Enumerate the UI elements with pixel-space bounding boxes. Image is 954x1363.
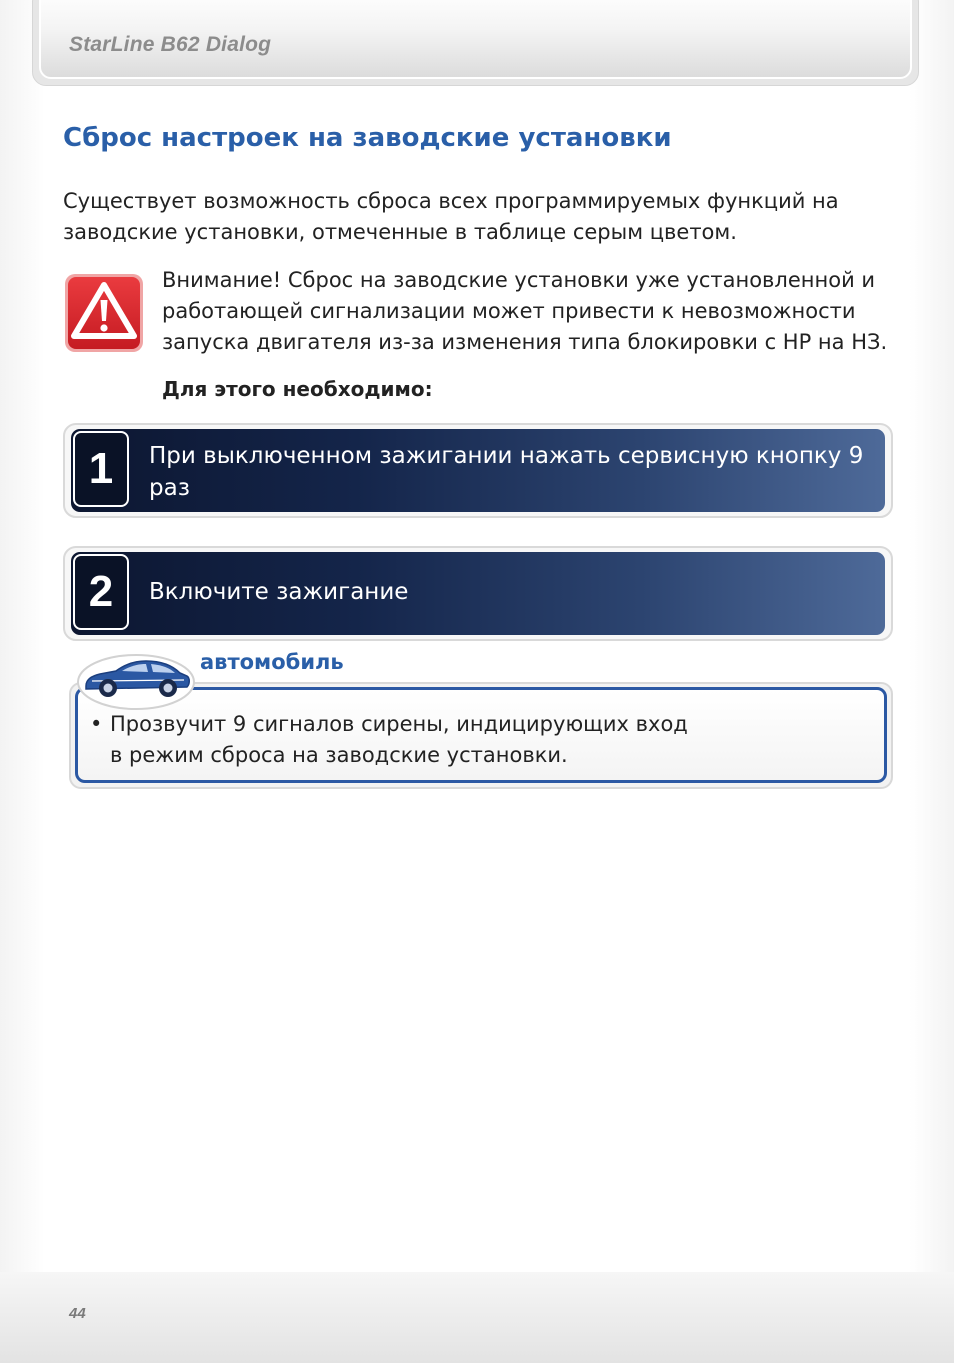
result-text-line-1: Прозвучит 9 сигналов сирены, индицирующих вход [110,712,688,736]
brand-title: StarLine B62 Dialog [69,33,272,56]
page-number: 44 [69,1305,86,1322]
footer-band [0,1272,954,1363]
intro-paragraph: Существует возможность сброса всех программируемых функций на заводские установки, отмеченные в таблице серым цветом. [63,189,839,244]
result-text [90,709,850,771]
step-2 [63,546,893,641]
result-label: автомобиль [200,650,344,674]
step-1-text: При выключенном зажигании нажать сервисную кнопку 9 раз [149,443,864,501]
step-1-number: 1 [73,431,129,507]
result-bullet: • [90,712,103,736]
instructions-lead: Для этого необходимо: [162,377,433,401]
warning-triangle-icon [64,273,144,353]
step-1 [63,423,893,518]
step-2-text: Включите зажигание [149,579,409,605]
step-2-number: 2 [73,554,129,630]
warning-text: Внимание! Сброс на заводские установки уже установленной и работающей сигнализации может привести к невозможности запуска двигателя из-за изменения типа блокировки с НР на НЗ. [162,268,888,354]
page-title: Сброс настроек на заводские установки [63,123,672,153]
car-icon [76,648,196,710]
result-text-line-2: в режим сброса на заводские установки. [110,743,568,767]
